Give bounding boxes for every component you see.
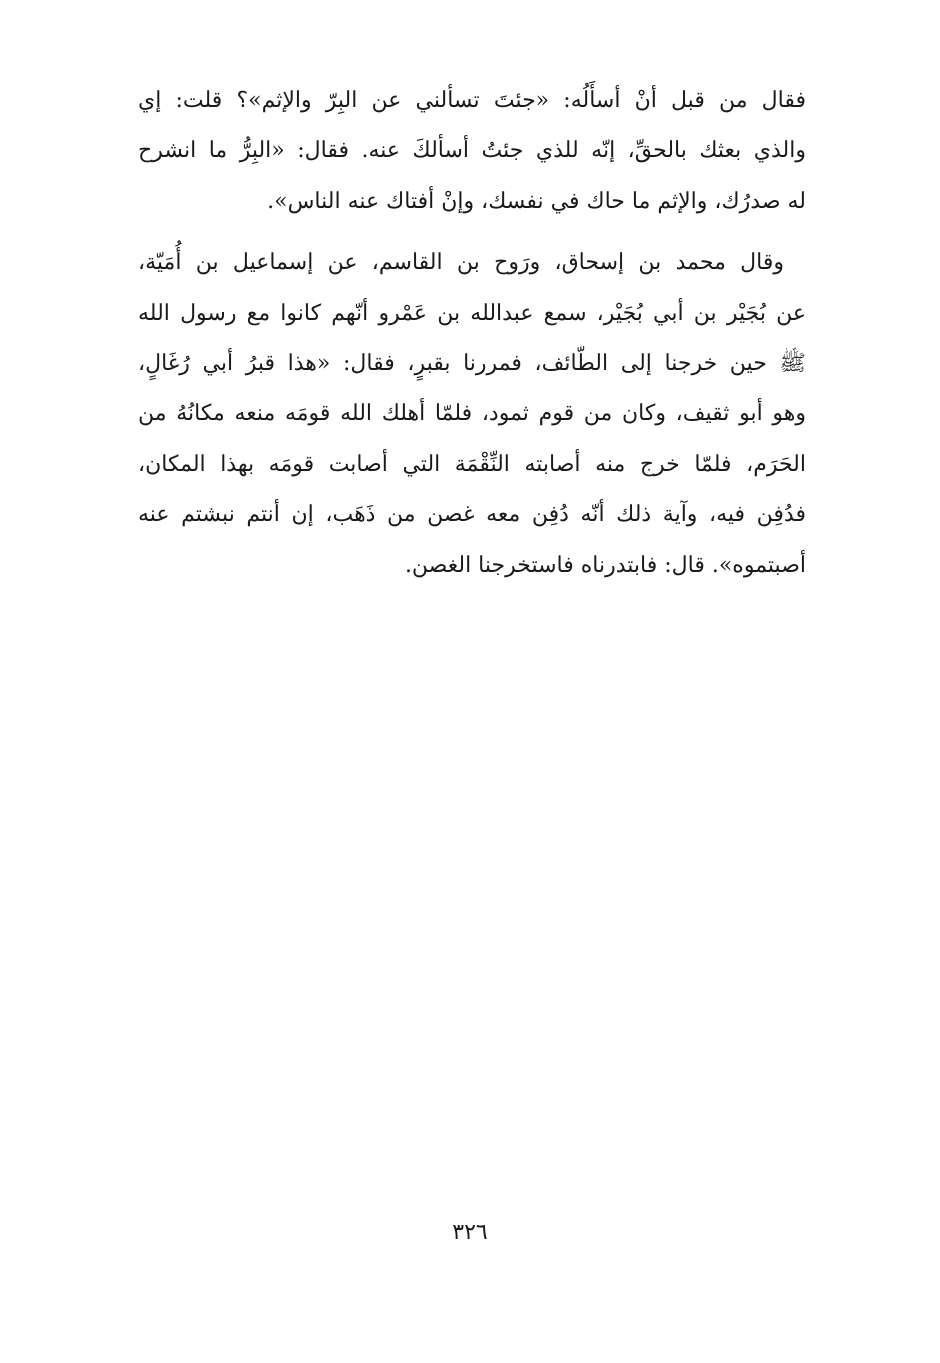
text-line: وهو أبو ثقيف، وكان من قوم ثمود، فلمّا أهلك الله قومَه منعه مكانُهُ من — [138, 401, 806, 427]
paragraph-spacer — [138, 227, 806, 238]
paragraph-2 — [138, 238, 806, 591]
text-line: فدُفِن فيه، وآية ذلك أنّه دُفِن معه غصن من ذَهَب، إن أنتم نبشتم عنه — [138, 502, 806, 528]
text-line: له صدرُك، والإثم ما حاك في نفسك، وإنْ أفتاك عنه الناس». — [267, 188, 806, 214]
text-line: فقال من قبل أنْ أسأَلُه: «جئتَ تسألني عن البِرّ والإثم»؟ قلت: إي — [138, 88, 806, 113]
text-line: أصبتموه». قال: فابتدرناه فاستخرجنا الغصن. — [404, 552, 806, 578]
text-line: وقال محمد بن إسحاق، ورَوح بن القاسم، عن إسماعيل بن أُمَيّة، — [138, 250, 784, 276]
body-text — [138, 76, 806, 591]
text-line: ﷺ حين خرجنا إلى الطّائف، فمررنا بقبرٍ، فقال: «هذا قبرُ أبي رُغَالٍ، — [138, 350, 806, 376]
text-line: عن بُجَيْر بن أبي بُجَيْر، سمع عبدالله بن عَمْرو أنّهم كانوا مع رسول الله — [138, 300, 806, 326]
text-line: الحَرَم، فلمّا خرج منه أصابته النِّقْمَة التي أصابت قومَه بهذا المكان، — [138, 451, 806, 477]
paragraph-1 — [138, 76, 806, 227]
page-number: ٣٢٦ — [452, 1220, 488, 1245]
text-line: والذي بعثك بالحقِّ، إنّه للذي جئتُ أسألكَ عنه. فقال: «البِرُّ ما انشرح — [138, 138, 806, 164]
